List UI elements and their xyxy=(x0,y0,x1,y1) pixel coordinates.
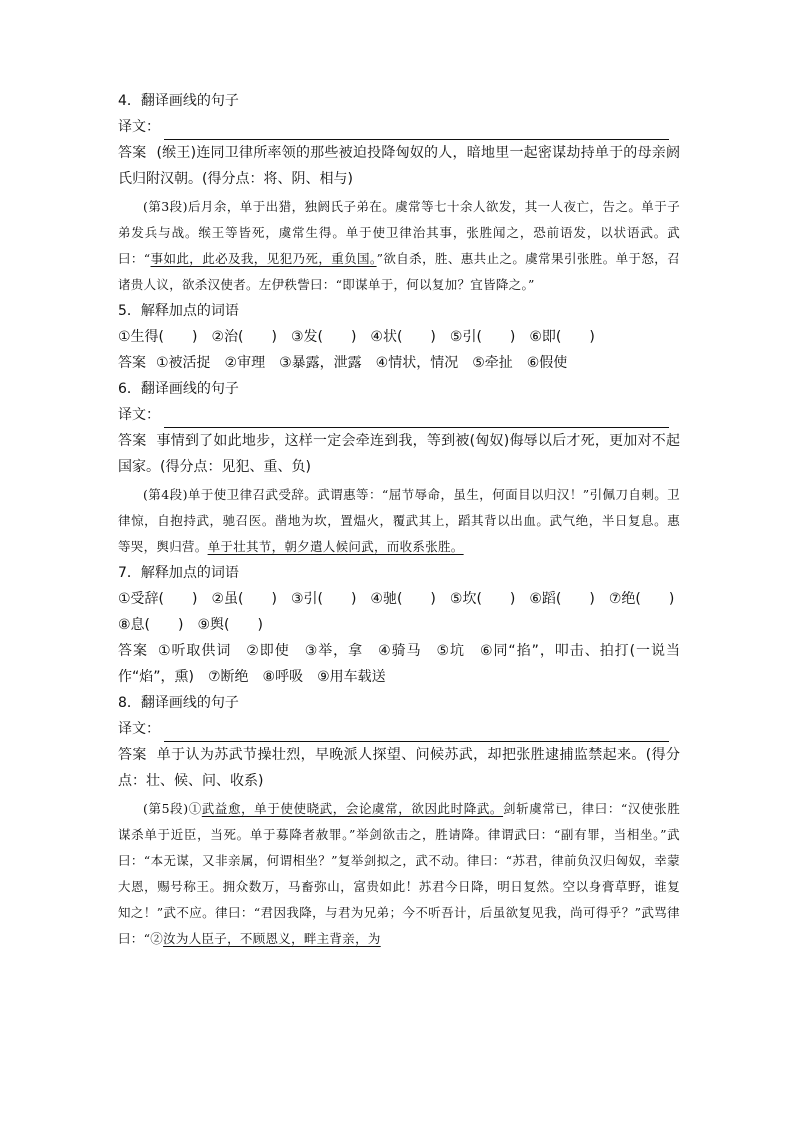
underlined-sentence-5-1: 武益愈，单于使使晓武，会论虞常，欲因此时降武。 xyxy=(201,801,504,816)
passage-5-prefix: (第5段)① xyxy=(143,801,202,816)
answer-label: 答案 xyxy=(118,433,147,449)
answer-label: 答案 xyxy=(118,747,147,763)
answer-label: 答案 xyxy=(118,355,146,371)
question-4-title: 4．翻译画线的句子 xyxy=(118,93,239,109)
document-page xyxy=(118,88,680,952)
translation-row-6 xyxy=(118,402,680,428)
answer-7-text: ①听取供词 ②即使 ③举，拿 ④骑马 ⑤坑 ⑥同“掐”，叩击、拍打(一说当作“焰”，熏) ⑦断绝 ⑧呼吸 ⑨用车载送 xyxy=(118,643,680,685)
translation-blank-4[interactable] xyxy=(164,121,669,140)
question-5-items: ①生得( ) ②治( ) ③发( ) ④状( ) ⑤引( ) ⑥即( ) xyxy=(118,329,595,345)
answer-5-text: ①被活捉 ②审理 ③暴露，泄露 ④情状，情况 ⑤牵扯 ⑥假使 xyxy=(156,355,568,371)
translation-row-8 xyxy=(118,716,680,742)
answer-6-text: 事情到了如此地步，这样一定会牵连到我，等到被(匈奴)侮辱以后才死，更加对不起国家。(得分点：见犯、重、负) xyxy=(118,433,681,475)
answer-5 xyxy=(118,350,680,376)
answer-label: 答案 xyxy=(118,145,147,161)
question-7-items-1: ①受辞( ) ②虽( ) ③引( ) ④驰( ) ⑤坎( ) ⑥蹈( ) ⑦绝( ) xyxy=(118,591,675,607)
underlined-sentence-5-2: 汝为人臣子，不顾恩义，畔主背亲，为 xyxy=(163,931,381,946)
translation-row-4 xyxy=(118,114,680,140)
underlined-sentence-4: 单于壮其节，朝夕遣人候问武，而收系张胜。 xyxy=(207,539,464,554)
answer-8-text: 单于认为苏武节操壮烈，早晚派人探望、问候苏武，却把张胜逮捕监禁起来。(得分点：壮、候、问、收系) xyxy=(118,747,680,789)
answer-label: 答案 xyxy=(118,643,148,659)
passage-paragraph-4 xyxy=(118,482,680,560)
translation-label: 译文： xyxy=(118,119,160,135)
question-7-items-2: ⑧息( ) ⑨舆( ) xyxy=(118,617,263,633)
passage-3-rest: ”欲自杀，胜、惠共止之。虞常果引张胜。单于怒，召诸贵人议，欲杀汉使者。左伊秩訾曰：“即谋单于，何以复加？宜皆降之。” xyxy=(118,251,680,292)
answer-8 xyxy=(118,742,680,794)
question-5-title: 5．解释加点的词语 xyxy=(118,303,239,319)
translation-blank-8[interactable] xyxy=(164,723,669,742)
answer-4 xyxy=(118,140,680,192)
question-6-title: 6．翻译画线的句子 xyxy=(118,381,239,397)
translation-label: 译文： xyxy=(118,721,160,737)
translation-blank-6[interactable] xyxy=(164,409,669,428)
question-8-title: 8．翻译画线的句子 xyxy=(118,695,239,711)
passage-4-text: (第4段)单于使卫律召武受辞。武谓惠等：“屈节辱命，虽生，何面目以归汉！”引佩刀自刺。卫律惊，自抱持武，驰召医。凿地为坎，置煴火，覆武其上，蹈其背以出血。武气绝，半日复息。惠等哭，舆归营。 xyxy=(118,487,680,554)
answer-4-text: (缑王)连同卫律所率领的那些被迫投降匈奴的人，暗地里一起密谋劫持单于的母亲阏氏归附汉朝。(得分点：将、阴、相与) xyxy=(118,145,681,187)
answer-7 xyxy=(118,638,680,690)
answer-6 xyxy=(118,428,680,480)
passage-paragraph-3 xyxy=(118,194,680,298)
question-7-title: 7．解释加点的词语 xyxy=(118,565,239,581)
underlined-sentence-3: 事如此，此必及我，见犯乃死，重负国。 xyxy=(150,251,377,266)
passage-paragraph-5 xyxy=(118,796,680,952)
passage-3-text: (第3段)后月余，单于出猎，独阏氏子弟在。虞常等七十余人欲发，其一人夜亡，告之。单于子弟发兵与战。缑王等皆死，虞常生得。单于使卫律治其事，张胜闻之，恐前语发，以状语武。武曰：“ xyxy=(118,199,680,266)
translation-label: 译文： xyxy=(118,407,160,423)
passage-5-text: 剑斩虞常已，律曰：“汉使张胜谋杀单于近臣，当死。单于募降者赦罪。”举剑欲击之，胜请降。律谓武曰：“副有罪，当相坐。”武曰：“本无谋，又非亲属，何谓相坐？”复举剑拟之，武不动。律曰：“苏君，律前负汉归匈奴，幸蒙大恩，赐号称王。拥众数万，马畜弥山，富贵如此！苏君今日降，明日复然。空以身膏草野，谁复知之！”武不应。律曰：“君因我降，与君为兄弟；今不听吾计，后虽欲复见我，尚可得乎？”武骂律曰：“② xyxy=(118,801,681,946)
